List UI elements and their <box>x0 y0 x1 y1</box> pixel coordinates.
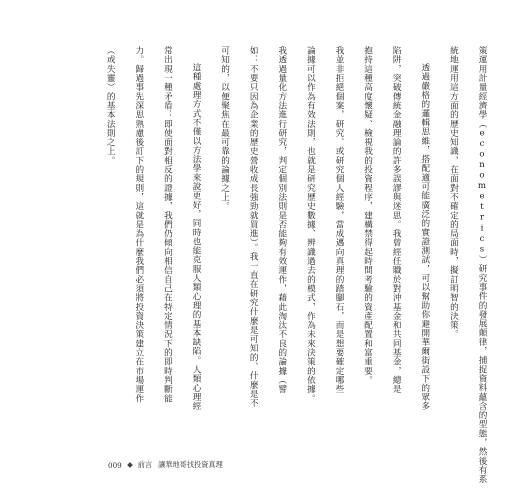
running-title: 讓華地哥找投資真理 <box>158 460 223 469</box>
text-column: 陷阱，突破傳統金融理論的許多誤謬與迷思。我曾經任職於對沖基金和共同基金，總是 <box>391 46 402 394</box>
text-column: 如：不要只因為企業的歷史營收成長強勁就買進）。我一直在研究什麼是可知的、什麼是不 <box>248 46 259 408</box>
text-column: 我透過量化方法進行研究，判定個別法則是否能夠有效運作，藉此淘汰不良的論據（譬 <box>276 46 287 394</box>
text-column: 常出現一種矛盾：即使面對相反的證據，我們仍傾向相信自己在特定情況下的即時判斷能 <box>162 46 173 403</box>
text-column: （或失靈）的基本法則之上。 <box>105 46 116 165</box>
page-number: 009 <box>108 460 122 470</box>
text-column: 透過嚴格的邏輯思維，搭配適可能廣泛的實證測試，可以幫助你避開華爾街設下的眾多 <box>419 63 430 411</box>
text-column: 力。歸過事先深思熟慮後訂下的規則，這就是為什麼我們必須將投資決策建立在市場運作 <box>133 46 144 403</box>
text-column: 可知的，以便聚焦在最可靠的論據之上。 <box>219 46 230 211</box>
text-column: 我並非拒絕個案，研究、或研究個人經驗，當成邁向真理的踏腳石，而是想要確定哪些 <box>334 46 344 394</box>
section-label: 前言 <box>137 460 153 469</box>
text-column: 這種處理方式不僅以方法學來說更好，同時也能克服人類心理的基本缺陷。人類心理經 <box>191 63 201 411</box>
text-column: 論據可以作為有效法則，也就是研究歷史數據、辨識過去的模式，作為未來決策的依據。 <box>305 46 316 403</box>
bullet-icon <box>127 462 133 468</box>
text-column: 抱持這種高度懷疑、檢視我的投資程序，建構禁得起時間考驗的資產配置和富重要。 <box>362 46 373 385</box>
text-column: 統地運用這方面的歷史知識，在面對不確定的局面時，擬訂明智的決策。 <box>448 46 459 339</box>
text-column: 策運用計量經濟學（econometrics）研究事件的發展顛律，捕捉資料蘊含的型態，然後有系 <box>477 46 487 484</box>
page-footer <box>108 460 223 470</box>
